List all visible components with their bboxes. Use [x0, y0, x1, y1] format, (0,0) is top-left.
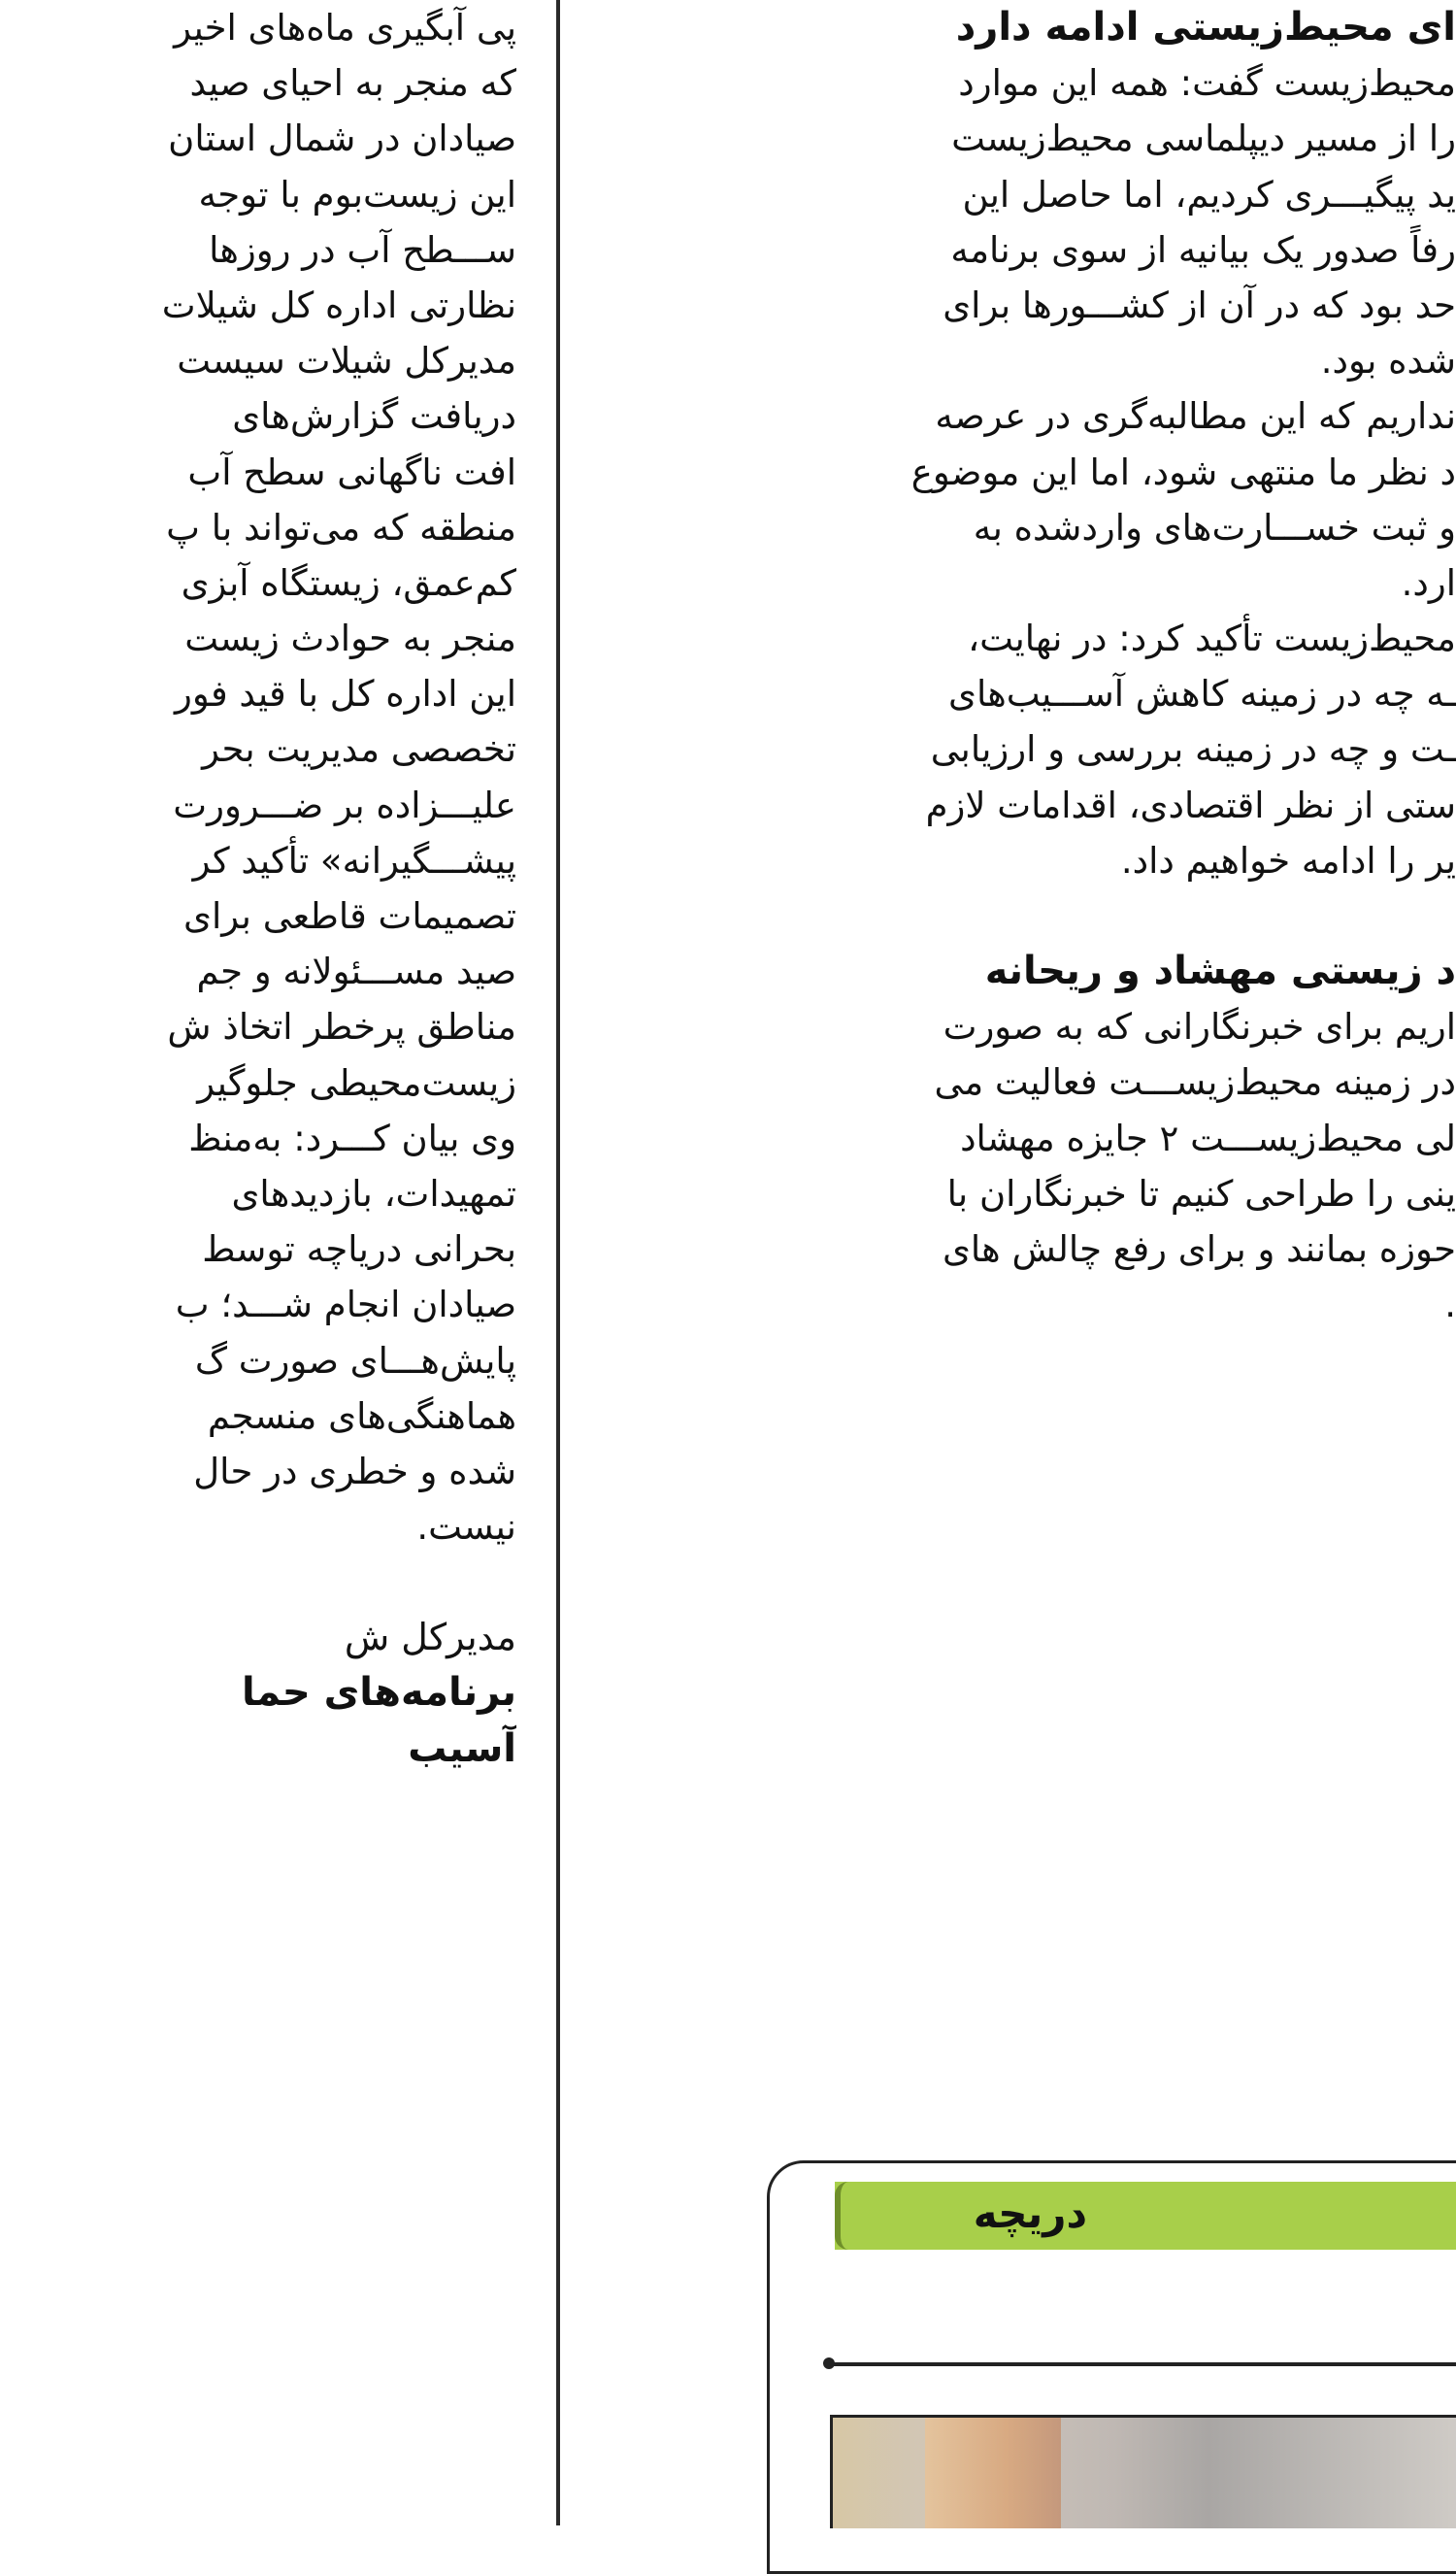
text-line: پیشـــگیرانه» تأکید کر: [192, 839, 516, 882]
text-line: حد بود که در آن از کشـــورها برای: [943, 284, 1456, 326]
text-line: این اداره کل با قید فور: [175, 673, 516, 716]
text-line: پی آبگیری ماه‌های اخیر: [174, 7, 516, 49]
box-divider-dot: [823, 2357, 835, 2369]
text-line: شده و خطری در حال: [193, 1450, 516, 1492]
left-column: [0, 0, 516, 1777]
text-line: بحرانی دریاچه توسط: [202, 1228, 516, 1271]
text-line: و ثبت خســـارت‌های واردشده به: [973, 506, 1456, 549]
text-line: ستی از نظر اقتصادی، اقدامات لازم: [925, 784, 1456, 826]
text-line: تخصصی مدیریت بحر: [202, 728, 516, 771]
paragraph-2: [590, 388, 1456, 555]
text-line: صیادان انجام شـــد؛ ب: [175, 1284, 516, 1326]
column-divider: [556, 0, 560, 2525]
text-line: صیادان در شمال استان: [168, 117, 516, 160]
right-column: [590, 0, 1456, 1332]
text-line: ســـطح آب در روزها: [209, 228, 516, 271]
text-line: لی محیط‌زیســـت ۲ جایزه مهشاد: [960, 1117, 1456, 1159]
text-line: ید پیگیـــری کردیم، اما حاصل این: [962, 173, 1456, 216]
text-line: رفاً صدور یک بیانیه از سوی برنامه: [950, 228, 1456, 271]
spacer: [0, 1554, 516, 1610]
text-line: در زمینه محیط‌زیســـت فعالیت می: [934, 1061, 1456, 1104]
left-paragraph-end: نیست.: [416, 1506, 516, 1549]
text-line: تمهیدات، بازدیدهای: [231, 1172, 516, 1215]
text-line: مناطق پرخطر اتخاذ ش: [167, 1006, 516, 1049]
text-line: نظارتی اداره کل شیلات: [161, 284, 516, 326]
left-headline-line-1: برنامه‌های حما: [242, 1670, 516, 1716]
text-line: محیط‌زیست گفت: همه این موارد: [958, 62, 1456, 105]
paragraph-4: [590, 999, 1456, 1277]
text-line: ینی را طراحی کنیم تا خبرنگاران با: [946, 1172, 1456, 1215]
left-headline-line-2: آسیب: [408, 1725, 516, 1771]
text-line: منطقه که می‌تواند با پ: [166, 506, 516, 549]
text-line: نداریم که این مطالبه‌گری در عرصه: [935, 395, 1456, 438]
text-line: د نظر ما منتهی شود، اما این موضوع: [910, 451, 1456, 493]
spacer: [590, 888, 1456, 944]
text-line: حوزه بمانند و برای رفع چالش های: [942, 1227, 1456, 1270]
text-line: این زیست‌بوم با توجه: [198, 173, 516, 216]
box-photo: [830, 2415, 1456, 2528]
paragraph-3: [590, 611, 1456, 833]
text-line: اریم برای خبرنگارانی که به صورت: [943, 1006, 1456, 1049]
text-line: وی بیان کـــرد: به‌منظ: [188, 1117, 516, 1159]
paragraph-3-end: یر را ادامه خواهیم داد.: [1120, 839, 1456, 882]
text-line: منجر به حوادث زیست: [184, 618, 516, 660]
text-line: دریافت گزارش‌های: [232, 395, 516, 438]
paragraph-2-end: ارد.: [1401, 561, 1456, 604]
section-heading-2: د زیستی مهشاد و ریحانه: [984, 949, 1456, 993]
text-line: افت ناگهانی سطح آب: [187, 451, 516, 493]
box-tab-bracket: [835, 2182, 854, 2250]
paragraph-1: [590, 55, 1456, 333]
text-line: را از مسیر دیپلماسی محیط‌زیست: [951, 117, 1456, 160]
text-line: هماهنگی‌های منسجم: [207, 1394, 516, 1437]
text-line: تصمیمات قاطعی برای: [182, 895, 516, 937]
paragraph-4-end: .: [1444, 1284, 1456, 1326]
text-line: مدیرکل شیلات سیست: [177, 340, 516, 383]
paragraph-1-end: شده بود.: [1320, 340, 1456, 383]
text-line: ـت و چه در زمینه بررسی و ارزیابی: [930, 728, 1456, 771]
text-line: صید مســـئولانه و جم: [196, 951, 516, 993]
text-line: کم‌عمق، زیستگاه آبزی: [181, 561, 516, 604]
text-line: محیط‌زیست تأکید کرد: در نهایت،: [968, 618, 1456, 660]
left-paragraph: [0, 0, 516, 1499]
section-heading-1: ای محیط‌زیستی ادامه دارد: [955, 5, 1456, 50]
text-line: پایش‌هـــای صورت گ: [194, 1339, 516, 1382]
box-divider: [827, 2362, 1456, 2366]
box-title: دریچه: [973, 2190, 1087, 2237]
text-line: زیست‌محیطی جلوگیر: [197, 1061, 516, 1104]
text-line: علیـــزاده بر ضـــرورت: [173, 784, 516, 826]
text-line: که منجر به احیای صید: [189, 62, 516, 105]
text-line: ـه چه در زمینه کاهش آســـیب‌های: [947, 673, 1456, 716]
left-subtitle-line: مدیرکل ش: [344, 1616, 516, 1659]
